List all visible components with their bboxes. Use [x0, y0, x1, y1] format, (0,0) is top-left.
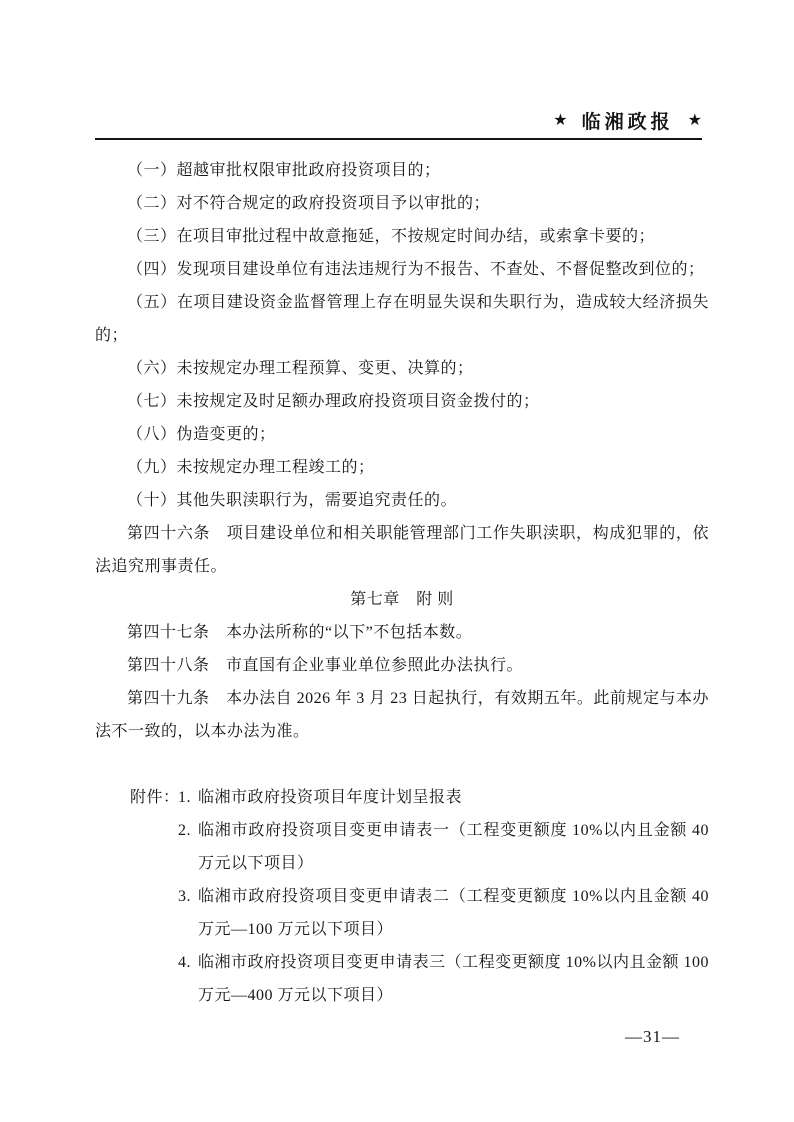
attachment-item: [95, 781, 709, 814]
clause-item-3: （三）在项目审批过程中故意拖延，不按规定时间办结，或索拿卡要的；: [127, 228, 656, 245]
attachment-number: 1.: [178, 789, 191, 806]
page-header: [95, 0, 702, 140]
attachments-section: [95, 781, 709, 1012]
attachment-item: [178, 880, 709, 946]
clause-item-6: （六）未按规定办理工程预算、变更、决算的；: [127, 360, 474, 377]
attachment-number: 4.: [178, 954, 191, 971]
attachment-item: [178, 814, 709, 880]
clause-item-4: （四）发现项目建设单位有违法违规行为不报告、不查处、不督促整改到位的；: [127, 261, 705, 278]
article-48: 第四十八条 市直国有企业事业单位参照此办法执行。: [127, 657, 524, 674]
article-46: 第四十六条 项目建设单位和相关职能管理部门工作失职渎职，构成犯罪的，依法追究刑事责任。: [95, 525, 709, 575]
attachment-text: 临湘市政府投资项目变更申请表二（工程变更额度 10%以内且金额 40 万元—100 万元以下项目）: [198, 888, 709, 938]
clause-item-10: （十）其他失职渎职行为，需要追究责任的。: [127, 492, 458, 509]
attachment-text: 临湘市政府投资项目变更申请表一（工程变更额度 10%以内且金额 40 万元以下项目）: [198, 822, 709, 872]
attachment-number: 2.: [178, 822, 191, 839]
clause-item-9: （九）未按规定办理工程竣工的；: [127, 459, 375, 476]
chapter-heading: 第七章 附 则: [350, 591, 454, 608]
clause-item-7: （七）未按规定及时足额办理政府投资项目资金拨付的；: [127, 393, 540, 410]
gazette-title: 临湘政报: [581, 112, 674, 133]
star-icon: ★: [687, 111, 702, 129]
article-47: 第四十七条 本办法所称的“以下”不包括本数。: [127, 624, 473, 641]
attachment-text: 临湘市政府投资项目年度计划呈报表: [198, 789, 463, 806]
clause-item-5: （五）在项目建设资金监督管理上存在明显失误和失职行为，造成较大经济损失的；: [95, 294, 709, 344]
page-number: —31—: [625, 1027, 680, 1046]
document-body: [95, 154, 709, 1012]
attachment-item: [178, 946, 709, 1012]
article-49: 第四十九条 本办法自 2026 年 3 月 23 日起执行，有效期五年。此前规定与本办法不一致的，以本办法为准。: [95, 690, 709, 740]
star-icon: ★: [553, 111, 568, 129]
clause-item-8: （八）伪造变更的；: [127, 426, 276, 443]
attachment-text: 临湘市政府投资项目变更申请表三（工程变更额度 10%以内且金额 100 万元—400 万元以下项目）: [198, 954, 709, 1004]
attachment-number: 3.: [178, 888, 191, 905]
clause-item-2: （二）对不符合规定的政府投资项目予以审批的；: [127, 195, 491, 212]
gazette-masthead: [553, 107, 702, 134]
attachments-label: 附件：: [130, 789, 180, 806]
clause-item-1: （一）超越审批权限审批政府投资项目的；: [127, 162, 441, 179]
